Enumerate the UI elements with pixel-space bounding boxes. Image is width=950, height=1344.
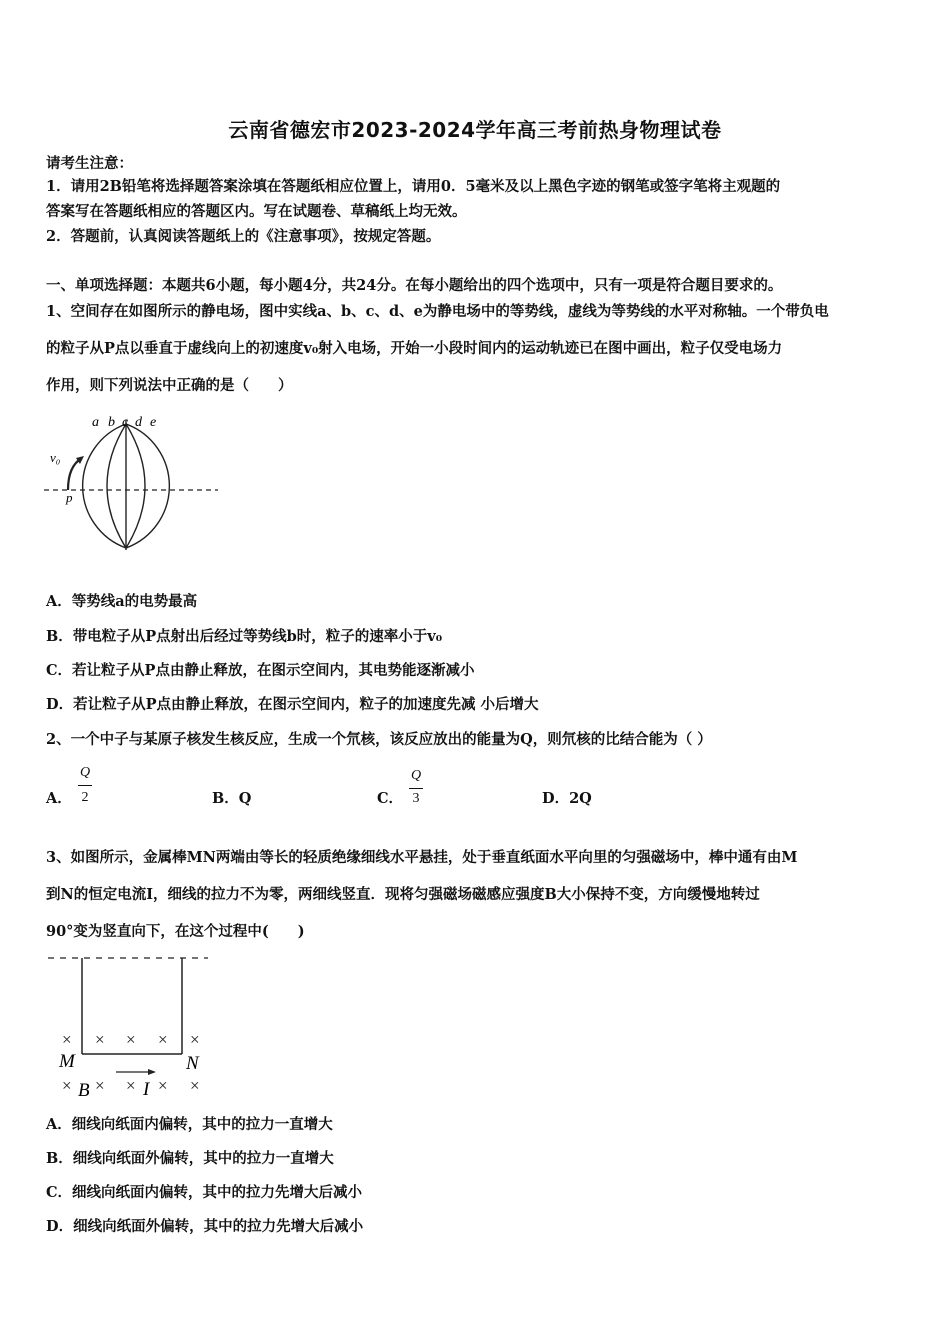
field-cross: × <box>62 1076 72 1095</box>
label-c: c <box>122 415 129 430</box>
q1-option-c[interactable]: C．若让粒子从P点由静止释放，在图示空间内，其电势能逐渐减小 <box>46 662 475 679</box>
label-d: d <box>135 415 142 430</box>
q1-option-a[interactable]: A．等势线a的电势最高 <box>46 593 198 610</box>
field-cross: × <box>158 1076 168 1095</box>
q3-option-c[interactable]: C．细线向纸面内偏转，其中的拉力先增大后减小 <box>46 1184 363 1201</box>
field-cross: × <box>190 1030 200 1049</box>
q2-option-a-denominator: 2 <box>81 790 89 805</box>
q3-magnet-figure <box>40 950 220 1105</box>
q3-option-b[interactable]: B．细线向纸面外偏转，其中的拉力一直增大 <box>46 1150 334 1167</box>
equipotential-b <box>107 424 126 548</box>
notice-line-1b: 答案写在答题纸相应的答题区内。写在试题卷、草稿纸上均无效。 <box>46 203 467 220</box>
q1-option-d[interactable]: D．若让粒子从P点由静止释放，在图示空间内，粒子的加速度先减 小后增大 <box>46 696 539 713</box>
notice-line-2: 2．答题前，认真阅读答题纸上的《注意事项》，按规定答题。 <box>46 228 441 245</box>
field-cross: × <box>126 1030 136 1049</box>
field-cross: × <box>158 1030 168 1049</box>
q2-option-c-numerator: Q <box>410 768 422 783</box>
field-cross: × <box>190 1076 200 1095</box>
label-b: B <box>78 1080 90 1101</box>
equipotential-a <box>83 424 126 548</box>
field-cross: × <box>95 1030 105 1049</box>
label-v0: v₀ <box>50 450 61 465</box>
label-p: p <box>66 490 73 505</box>
label-e: e <box>150 415 157 430</box>
q1-stem-line-2: 的粒子从P点以垂直于虚线向上的初速度v₀射入电场，开始一小段时间内的运动轨迹已在图中画出，粒子仅受电场力 <box>46 340 783 357</box>
q2-stem: 2、一个中子与某原子核发生核反应，生成一个氘核，该反应放出的能量为Q，则氘核的比结合能为（ ） <box>46 731 712 748</box>
label-n: N <box>186 1053 199 1074</box>
q1-stem-line-1: 1、空间存在如图所示的静电场，图中实线a、b、c、d、e为静电场中的等势线，虚线为等势线的水平对称轴。一个带负电 <box>46 303 829 320</box>
label-m: M <box>59 1051 75 1072</box>
q2-option-d[interactable]: D．2Q <box>542 790 592 807</box>
section-heading: 一、单项选择题：本题共6小题，每小题4分，共24分。在每小题给出的四个选项中，只有一项是符合题目要求的。 <box>46 277 783 294</box>
notice-line-1a: 1．请用2B铅笔将选择题答案涂填在答题纸相应位置上，请用0．5毫米及以上黑色字迹的钢笔或签字笔将主观题的 <box>46 178 781 195</box>
q3-option-d[interactable]: D．细线向纸面外偏转，其中的拉力先增大后减小 <box>46 1218 364 1235</box>
q1-field-figure <box>40 410 225 555</box>
q3-stem-line-1: 3、如图所示，金属棒MN两端由等长的轻质绝缘细线水平悬挂，处于垂直纸面水平向里的匀强磁场中，棒中通有由M <box>46 849 798 866</box>
q2-option-c-label: C． <box>377 790 404 807</box>
equipotential-e <box>126 424 169 548</box>
current-arrow-icon <box>148 1069 156 1075</box>
label-a: a <box>92 415 99 430</box>
field-cross: × <box>62 1030 72 1049</box>
q3-stem-line-2: 到N的恒定电流I，细线的拉力不为零，两细线竖直．现将匀强磁场磁感应强度B大小保持不变，方向缓慢地转过 <box>46 886 760 903</box>
q2-option-c-denominator: 3 <box>412 791 420 806</box>
q3-stem-line-3: 90°变为竖直向下，在这个过程中( ) <box>46 923 305 940</box>
q3-option-a[interactable]: A．细线向纸面内偏转，其中的拉力一直增大 <box>46 1116 333 1133</box>
q1-stem-line-3: 作用，则下列说法中正确的是（ ） <box>46 377 293 394</box>
q1-option-b[interactable]: B．带电粒子从P点射出后经过等势线b时，粒子的速率小于v₀ <box>46 628 443 645</box>
q2-option-b[interactable]: B．Q <box>212 790 252 807</box>
q2-option-a-label: A． <box>46 790 72 807</box>
label-i: I <box>143 1079 150 1100</box>
q2-option-a-numerator: Q <box>79 765 91 780</box>
field-cross: × <box>95 1076 105 1095</box>
notice-heading: 请考生注意： <box>46 155 133 172</box>
label-b: b <box>108 415 115 430</box>
equipotential-d <box>126 424 145 548</box>
page-title: 云南省德宏市2023-2024学年高三考前热身物理试卷 <box>228 118 722 142</box>
field-cross: × <box>126 1076 136 1095</box>
